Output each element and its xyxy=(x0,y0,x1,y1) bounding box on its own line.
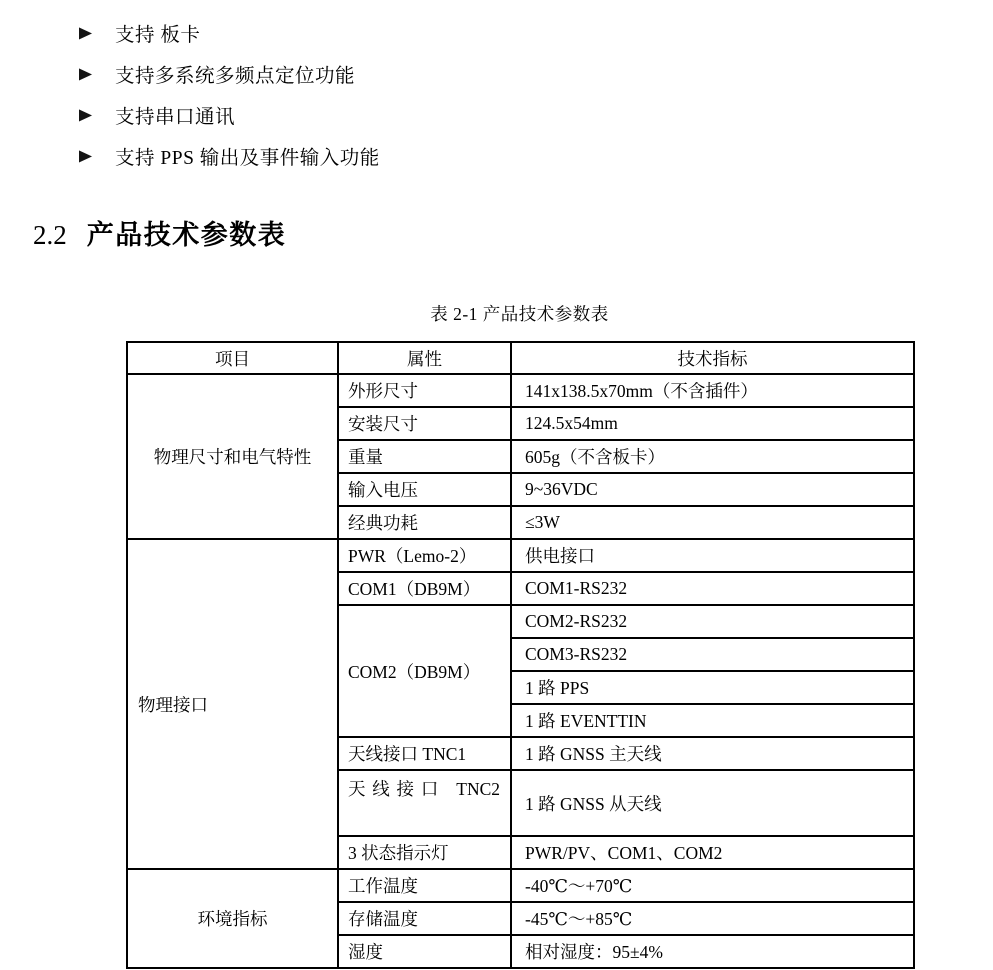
cell-value: PWR/PV、COM1、COM2 xyxy=(511,836,914,869)
cell-attr: 天线接口 TNC2 xyxy=(338,770,511,836)
cell-value: COM2-RS232 xyxy=(511,605,914,638)
cell-value: -45℃～+85℃ xyxy=(511,902,914,935)
arrowhead-bullet-icon xyxy=(78,108,94,122)
col-header-item: 项目 xyxy=(127,342,338,374)
section-heading xyxy=(33,220,993,251)
spec-table xyxy=(126,341,915,969)
list-item-text: 支持 PPS 输出及事件输入功能 xyxy=(115,147,380,169)
document-page xyxy=(0,12,993,970)
col-header-attr: 属性 xyxy=(338,342,511,374)
arrowhead-bullet-icon xyxy=(78,149,94,163)
group-cell: 物理尺寸和电气特性 xyxy=(127,374,338,539)
cell-attr: 天线接口 TNC1 xyxy=(338,737,511,770)
table-header-row xyxy=(127,342,914,374)
cell-value: 供电接口 xyxy=(511,539,914,572)
cell-attr: COM1（DB9M） xyxy=(338,572,511,605)
list-item xyxy=(78,135,993,176)
cell-value: ≤3W xyxy=(511,506,914,539)
cell-attr: 安装尺寸 xyxy=(338,407,511,440)
cell-attr: 外形尺寸 xyxy=(338,374,511,407)
section-number: 2.2 xyxy=(33,220,67,250)
list-item xyxy=(78,53,993,94)
cell-value: COM1-RS232 xyxy=(511,572,914,605)
cell-attr: COM2（DB9M） xyxy=(338,605,511,737)
cell-attr: 输入电压 xyxy=(338,473,511,506)
group-cell: 物理接口 xyxy=(127,539,338,869)
cell-attr: 存储温度 xyxy=(338,902,511,935)
list-item xyxy=(78,12,993,53)
cell-value: 相对湿度：95±4% xyxy=(511,935,914,968)
cell-value: 605g（不含板卡） xyxy=(511,440,914,473)
cell-attr: PWR（Lemo-2） xyxy=(338,539,511,572)
cell-value: 124.5x54mm xyxy=(511,407,914,440)
cell-value: 141x138.5x70mm（不含插件） xyxy=(511,374,914,407)
table-caption: 表 2-1 产品技术参数表 xyxy=(430,304,609,325)
table-row xyxy=(127,374,914,407)
feature-list xyxy=(78,12,993,176)
cell-value: 1 路 EVENTTIN xyxy=(511,704,914,737)
group-cell: 环境指标 xyxy=(127,869,338,968)
list-item-text: 支持多系统多频点定位功能 xyxy=(115,65,356,87)
cell-value: 9~36VDC xyxy=(511,473,914,506)
section-title: 产品技术参数表 xyxy=(86,220,287,250)
cell-attr: 湿度 xyxy=(338,935,511,968)
cell-attr: 经典功耗 xyxy=(338,506,511,539)
cell-value: 1 路 PPS xyxy=(511,671,914,704)
arrowhead-bullet-icon xyxy=(78,67,94,81)
cell-attr: 3 状态指示灯 xyxy=(338,836,511,869)
list-item-text: 支持 板卡 xyxy=(115,24,201,46)
table-row xyxy=(127,869,914,902)
list-item xyxy=(78,94,993,135)
cell-value: COM3-RS232 xyxy=(511,638,914,671)
col-header-spec: 技术指标 xyxy=(511,342,914,374)
list-item-text: 支持串口通讯 xyxy=(115,106,236,128)
cell-value: -40℃～+70℃ xyxy=(511,869,914,902)
cell-attr: 重量 xyxy=(338,440,511,473)
arrowhead-bullet-icon xyxy=(78,26,94,40)
cell-value: 1 路 GNSS 从天线 xyxy=(511,770,914,836)
table-row xyxy=(127,539,914,572)
cell-value: 1 路 GNSS 主天线 xyxy=(511,737,914,770)
cell-attr: 工作温度 xyxy=(338,869,511,902)
